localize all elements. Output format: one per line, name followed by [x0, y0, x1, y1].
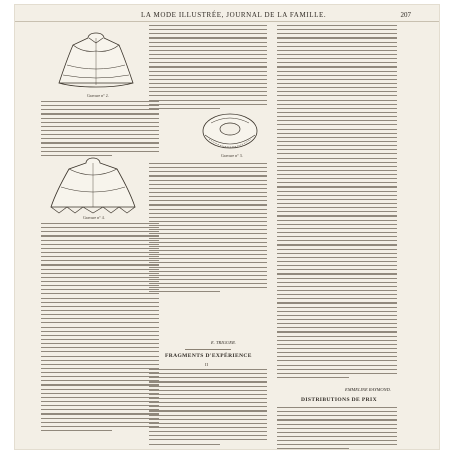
fragments-title: FRAGMENTS D'EXPÉRIENCE [165, 353, 252, 359]
magazine-page [14, 4, 440, 450]
column-1-text-bottom [41, 223, 159, 434]
figure-caption-3: Gravure n° 4. [83, 215, 105, 220]
distribution-title: DISTRIBUTIONS DE PRIX [301, 397, 377, 403]
column-1-text-top [41, 101, 159, 159]
figure-caption-1: Gravure n° 2. [87, 93, 109, 98]
page-number: 207 [400, 11, 411, 19]
column-2-text-mid [149, 163, 267, 296]
signature-raymond: EMMELINE RAYMOND. [345, 387, 391, 392]
garment-illustration-1 [53, 29, 139, 91]
article-divider [185, 349, 231, 350]
fragments-section-number: II [205, 362, 208, 367]
distribution-text [277, 407, 397, 450]
figure-caption-2: Gravure n° 3. [221, 153, 243, 158]
column-2-text-top [149, 25, 267, 112]
column-3-text-top [277, 25, 397, 381]
garment-illustration-3 [47, 155, 139, 215]
garment-illustration-2 [199, 109, 261, 155]
running-title: LA MODE ILLUSTRÉE, JOURNAL DE LA FAMILLE. [141, 11, 327, 19]
running-header [15, 11, 439, 22]
signature-triguer: E. TRIGUER. [211, 340, 236, 345]
fragments-text [149, 369, 267, 448]
